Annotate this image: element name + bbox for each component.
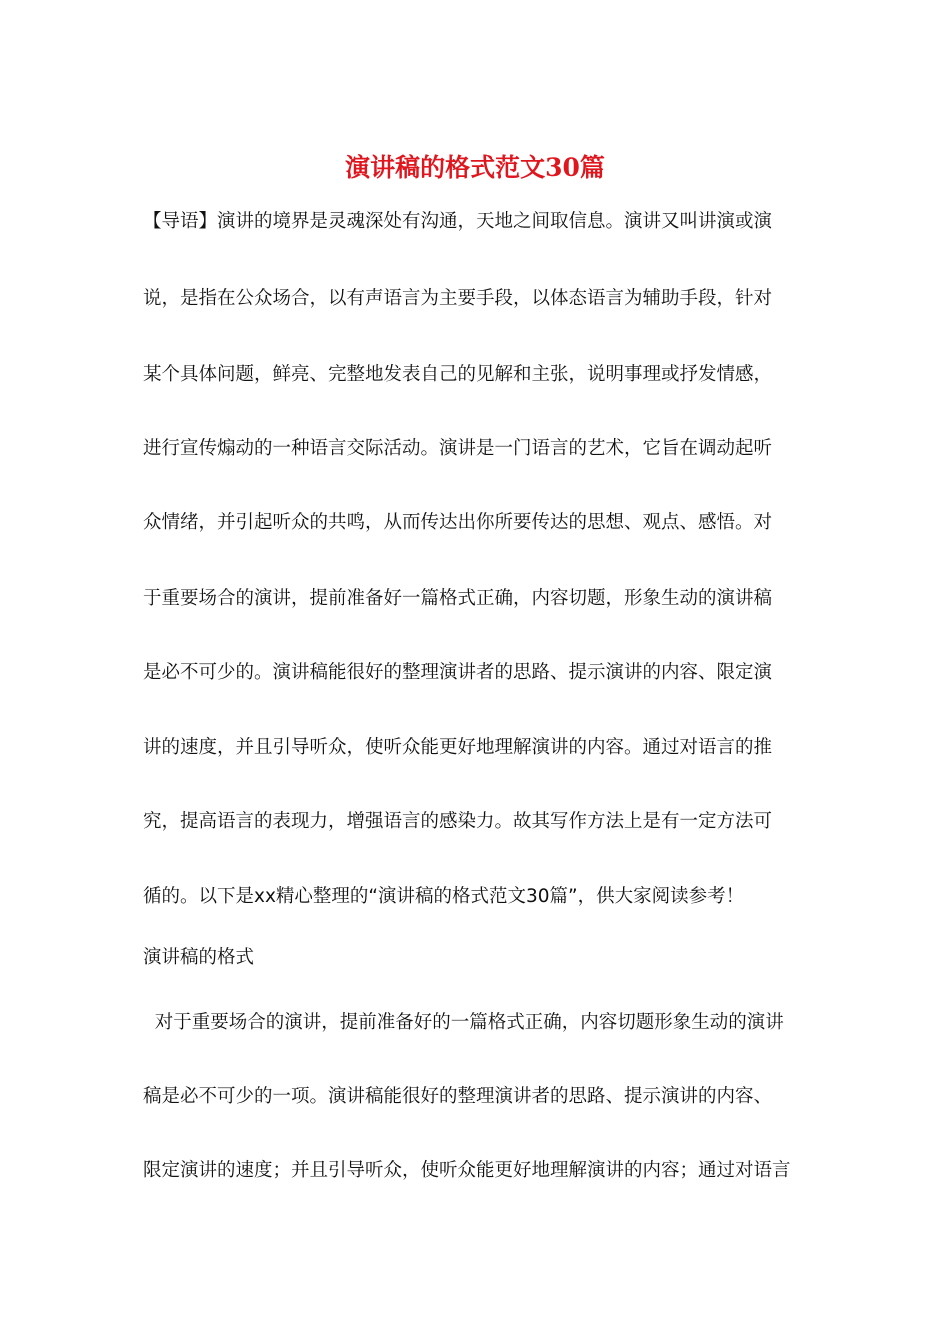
intro-line: 进行宣传煽动的一种语言交际活动。演讲是一门语言的艺术，它旨在调动起听 (143, 438, 773, 459)
intro-line: 循的。以下是xx精心整理的“演讲稿的格式范文30篇”，供大家阅读参考！ (143, 886, 745, 907)
intro-line: 究，提高语言的表现力，增强语言的感染力。故其写作方法上是有一定方法可 (143, 811, 773, 832)
intro-line: 众情绪，并引起听众的共鸣，从而传达出你所要传达的思想、观点、感悟。对 (143, 512, 773, 533)
intro-line: 【导语】演讲的境界是灵魂深处有沟通，天地之间取信息。演讲又叫讲演或演 (143, 211, 773, 232)
intro-line: 于重要场合的演讲，提前准备好一篇格式正确，内容切题，形象生动的演讲稿 (143, 588, 773, 609)
intro-line: 某个具体问题，鲜亮、完整地发表自己的见解和主张，说明事理或抒发情感， (143, 364, 773, 385)
document-title: 演讲稿的格式范文30篇 (345, 153, 605, 182)
section-line: 稿是必不可少的一项。演讲稿能很好的整理演讲者的思路、提示演讲的内容、 (143, 1086, 773, 1107)
section-heading: 演讲稿的格式 (143, 947, 255, 968)
intro-line: 说，是指在公众场合，以有声语言为主要手段，以体态语言为辅助手段，针对 (143, 288, 773, 309)
section-line: 对于重要场合的演讲，提前准备好的一篇格式正确，内容切题形象生动的演讲 (143, 1012, 784, 1033)
intro-line: 讲的速度，并且引导听众，使听众能更好地理解演讲的内容。通过对语言的推 (143, 737, 773, 758)
intro-line: 是必不可少的。演讲稿能很好的整理演讲者的思路、提示演讲的内容、限定演 (143, 662, 773, 683)
section-line: 限定演讲的速度；并且引导听众，使听众能更好地理解演讲的内容；通过对语言 (143, 1160, 791, 1181)
